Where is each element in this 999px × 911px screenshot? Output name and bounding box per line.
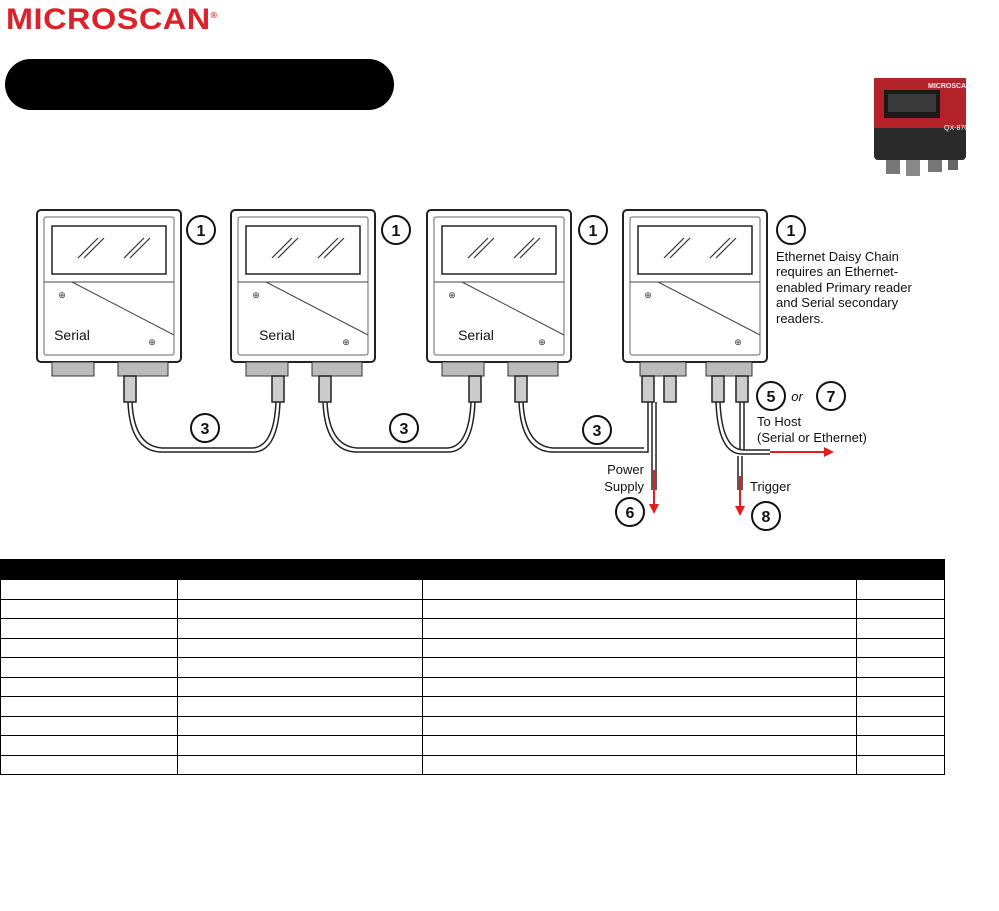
microscan-logo (6, 3, 218, 37)
table-cell (857, 580, 945, 600)
trigger-label: Trigger (750, 479, 791, 494)
table-row (1, 580, 945, 600)
table-cell (178, 619, 423, 639)
table-header-cell (1, 560, 178, 580)
table-cell (423, 638, 857, 658)
table-cell (1, 638, 178, 658)
table-cell (178, 580, 423, 600)
ethernet-note (776, 249, 913, 326)
daisy-chain-diagram (0, 200, 999, 540)
table-cell (423, 619, 857, 639)
svg-text:⊕: ⊕ (252, 290, 260, 300)
parts-table (0, 559, 944, 775)
power-label-2: Supply (604, 479, 644, 494)
reader-1-label: Serial (54, 327, 90, 343)
note-line-3: enabled Primary reader (776, 280, 912, 295)
power-supply (604, 462, 654, 526)
table-header-cell (178, 560, 423, 580)
note-line-4: and Serial secondary (776, 295, 899, 310)
table-cell (423, 716, 857, 736)
host-callout-7: 7 (826, 389, 836, 406)
table-cell (857, 677, 945, 697)
table-row (1, 599, 945, 619)
table-cell (857, 638, 945, 658)
table-cell (178, 658, 423, 678)
table-cell (178, 716, 423, 736)
table-cell (178, 638, 423, 658)
table-cell (1, 697, 178, 717)
to-host-label: To Host (757, 414, 802, 429)
svg-text:⊕: ⊕ (644, 290, 652, 300)
svg-text:⊕: ⊕ (734, 337, 742, 347)
table-row (1, 697, 945, 717)
host-callout-5: 5 (766, 389, 776, 406)
table-row (1, 755, 945, 775)
table-cell (423, 755, 857, 775)
power-label-1: Power (607, 462, 644, 477)
cable-2-callout: 3 (399, 421, 409, 438)
table-cell (178, 755, 423, 775)
table-cell (423, 677, 857, 697)
power-callout: 6 (625, 505, 635, 522)
logo-text: MICROSCAN (6, 3, 211, 36)
reader-2-label: Serial (259, 327, 295, 343)
table-row (1, 658, 945, 678)
table-cell (423, 599, 857, 619)
note-line-5: readers. (776, 311, 824, 326)
trigger-callout: 8 (761, 509, 771, 526)
cable-1-callout: 3 (200, 421, 210, 438)
cable-3-callout: 3 (592, 423, 602, 440)
note-line-2: requires an Ethernet- (776, 264, 899, 279)
trigger (740, 476, 791, 530)
reader-1-callout: 1 (196, 223, 206, 240)
table-cell (178, 697, 423, 717)
table-cell (1, 599, 178, 619)
table-cell (1, 658, 178, 678)
table-row (1, 677, 945, 697)
daisy-chain-cables (124, 376, 770, 490)
qx-870-product-image (866, 68, 976, 188)
svg-text:⊕: ⊕ (148, 337, 156, 347)
note-line-1: Ethernet Daisy Chain (776, 249, 899, 264)
reader-3-callout: 1 (588, 223, 598, 240)
svg-text:⊕: ⊕ (58, 290, 66, 300)
table-cell (178, 599, 423, 619)
reader-1 (37, 210, 215, 376)
host-connection (757, 382, 867, 452)
svg-text:⊕: ⊕ (448, 290, 456, 300)
table-cell (857, 658, 945, 678)
table-cell (857, 716, 945, 736)
table-cell (423, 697, 857, 717)
reader-3 (427, 210, 607, 376)
table-header-cell (857, 560, 945, 580)
table-cell (1, 580, 178, 600)
reader-2-callout: 1 (391, 223, 401, 240)
product-model-label: QX-870 (944, 125, 969, 132)
table-header-cell (423, 560, 857, 580)
reader-2 (231, 210, 410, 376)
product-brand-label: MICROSCAN (928, 83, 972, 90)
table-row (1, 619, 945, 639)
table-header-row (1, 560, 945, 580)
table-row (1, 716, 945, 736)
table-cell (857, 619, 945, 639)
table-cell (1, 755, 178, 775)
reader-3-label: Serial (458, 327, 494, 343)
title-banner (5, 59, 394, 110)
table-cell (1, 736, 178, 756)
table-row (1, 638, 945, 658)
table-row (1, 736, 945, 756)
host-or-text: or (791, 389, 803, 404)
host-type-label: (Serial or Ethernet) (757, 430, 867, 445)
table-cell (1, 677, 178, 697)
cable-callouts (191, 414, 611, 444)
table-cell (178, 677, 423, 697)
table-cell (423, 736, 857, 756)
registered-mark: ® (210, 11, 218, 20)
table-cell (857, 599, 945, 619)
table-cell (423, 580, 857, 600)
svg-text:⊕: ⊕ (342, 337, 350, 347)
table-cell (1, 716, 178, 736)
svg-text:⊕: ⊕ (538, 337, 546, 347)
table-cell (1, 619, 178, 639)
table-cell (857, 697, 945, 717)
table-cell (423, 658, 857, 678)
reader-4-callout: 1 (786, 223, 796, 240)
table-cell (178, 736, 423, 756)
table-cell (857, 755, 945, 775)
table-cell (857, 736, 945, 756)
